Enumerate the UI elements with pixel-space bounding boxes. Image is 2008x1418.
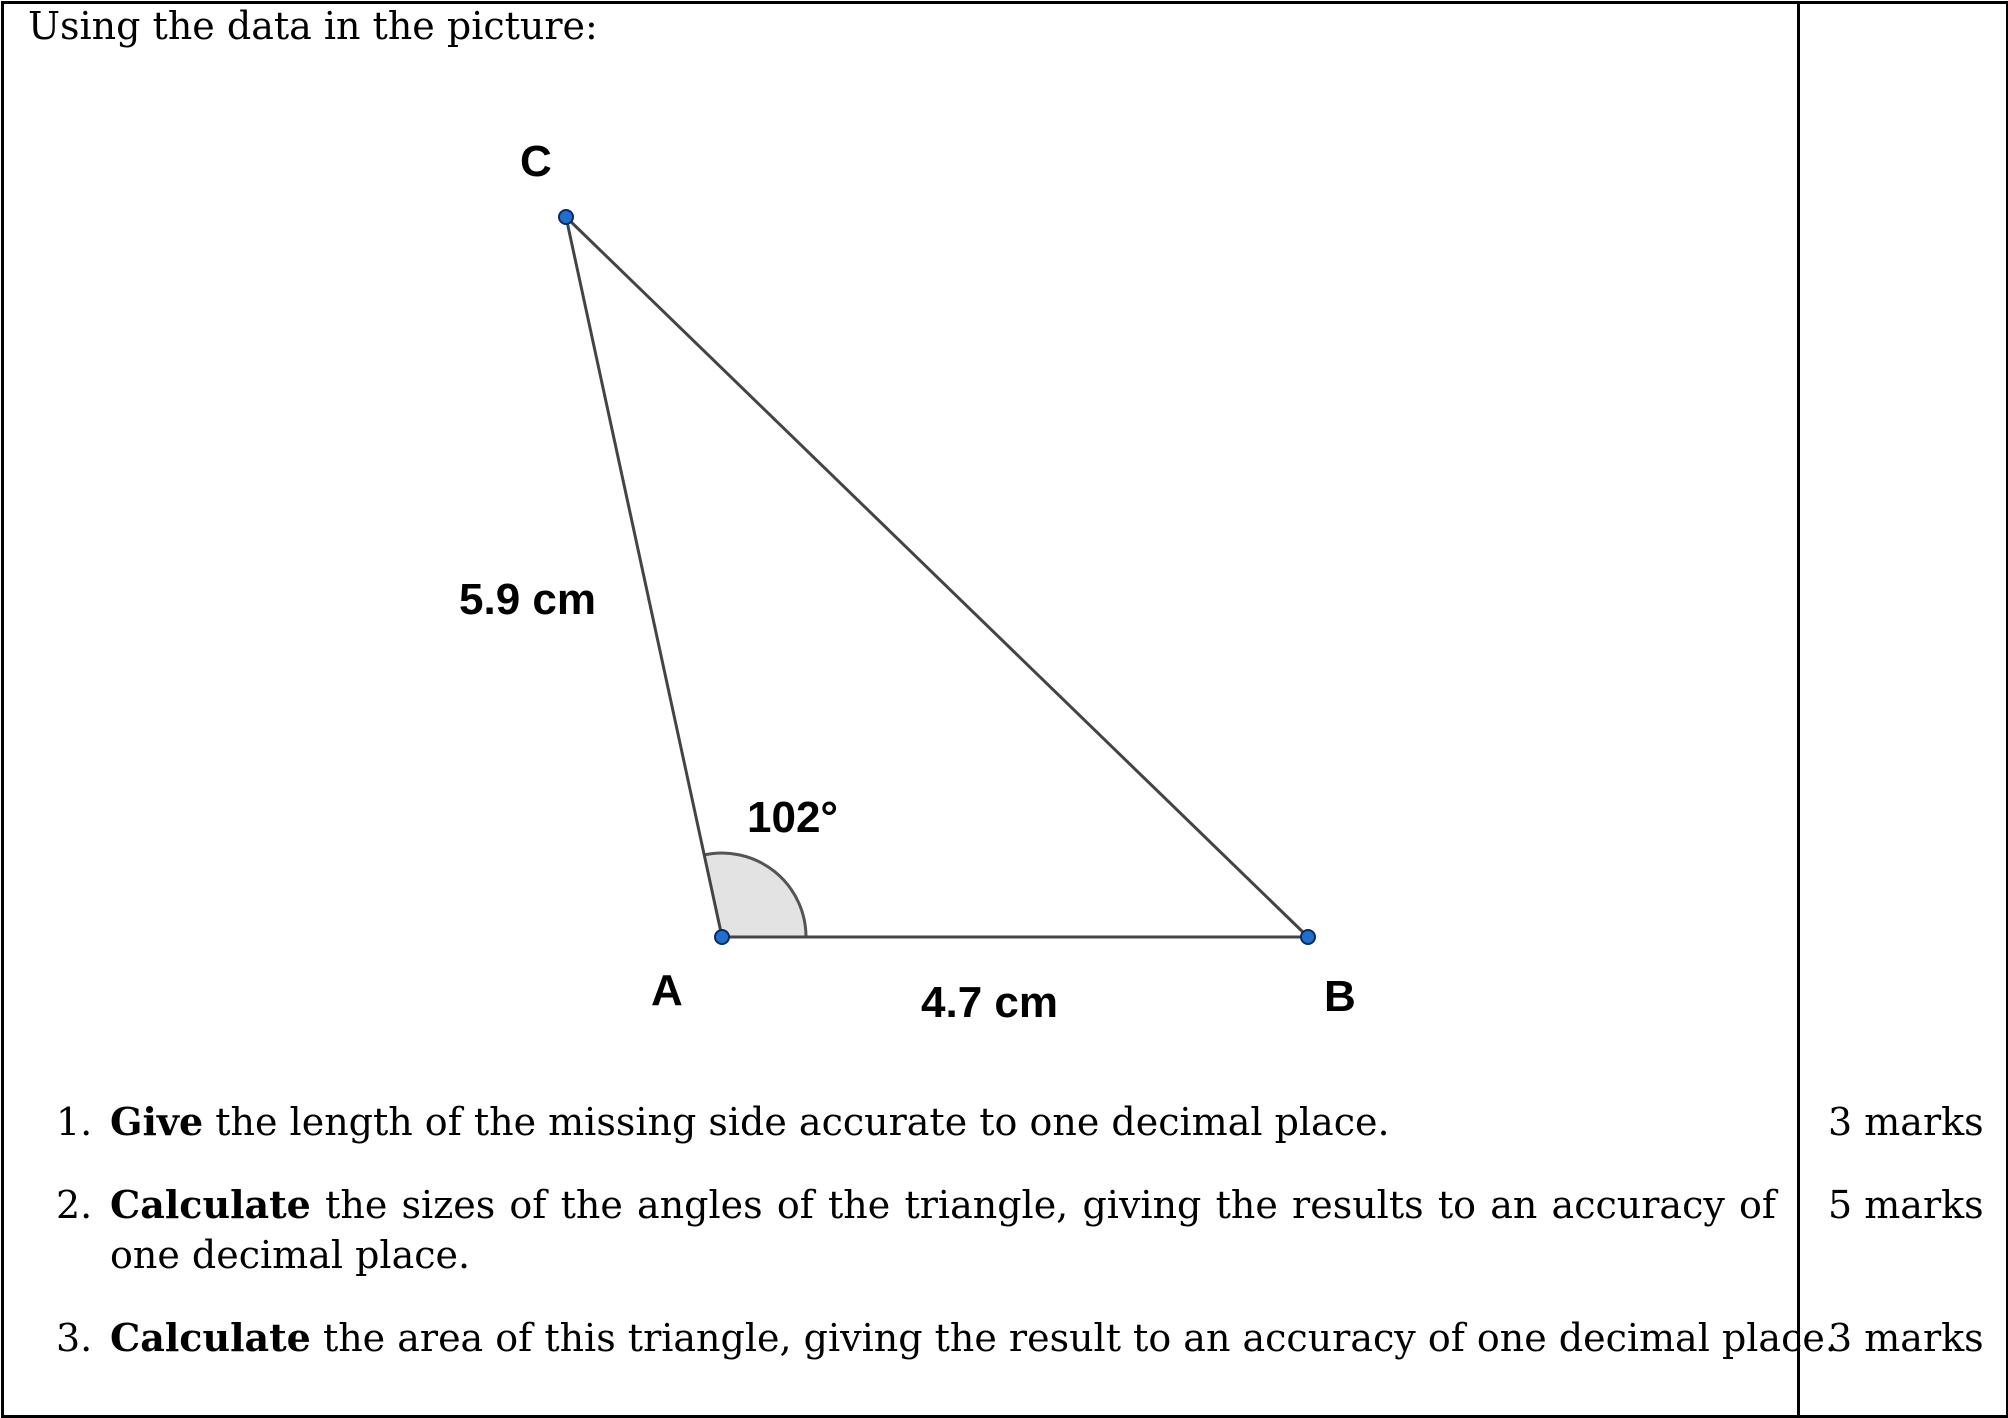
question-2-marks: 5 marks xyxy=(1828,1183,1984,1227)
question-text: the length of the missing side accurate to one decimal place. xyxy=(203,1100,1390,1144)
angle-a-value: 102° xyxy=(747,793,839,842)
intro-text: Using the data in the picture: xyxy=(28,4,598,48)
side-bc xyxy=(566,217,1308,937)
vertex-point-a xyxy=(715,930,729,944)
question-number: 2. xyxy=(56,1183,93,1227)
side-ac-length: 5.9 cm xyxy=(459,575,596,624)
question-text: the sizes of the angles of the triangle, giving the results to an accuracy of one decimal place. xyxy=(110,1183,1776,1277)
vertex-point-c xyxy=(559,210,573,224)
side-ab-length: 4.7 cm xyxy=(921,978,1058,1027)
vertex-label-c: C xyxy=(520,137,552,186)
question-text: the area of this triangle, giving the result to an accuracy of one decimal place. xyxy=(310,1316,1837,1360)
question-verb: Give xyxy=(110,1099,204,1144)
vertex-point-b xyxy=(1301,930,1315,944)
vertex-label-a: A xyxy=(651,966,683,1015)
question-number: 3. xyxy=(56,1316,93,1360)
question-verb: Calculate xyxy=(110,1182,311,1227)
question-1-marks: 3 marks xyxy=(1828,1100,1984,1144)
vertex-label-b: B xyxy=(1324,972,1356,1021)
question-number: 1. xyxy=(56,1100,93,1144)
question-verb: Calculate xyxy=(110,1315,311,1360)
question-3-marks: 3 marks xyxy=(1828,1316,1984,1360)
